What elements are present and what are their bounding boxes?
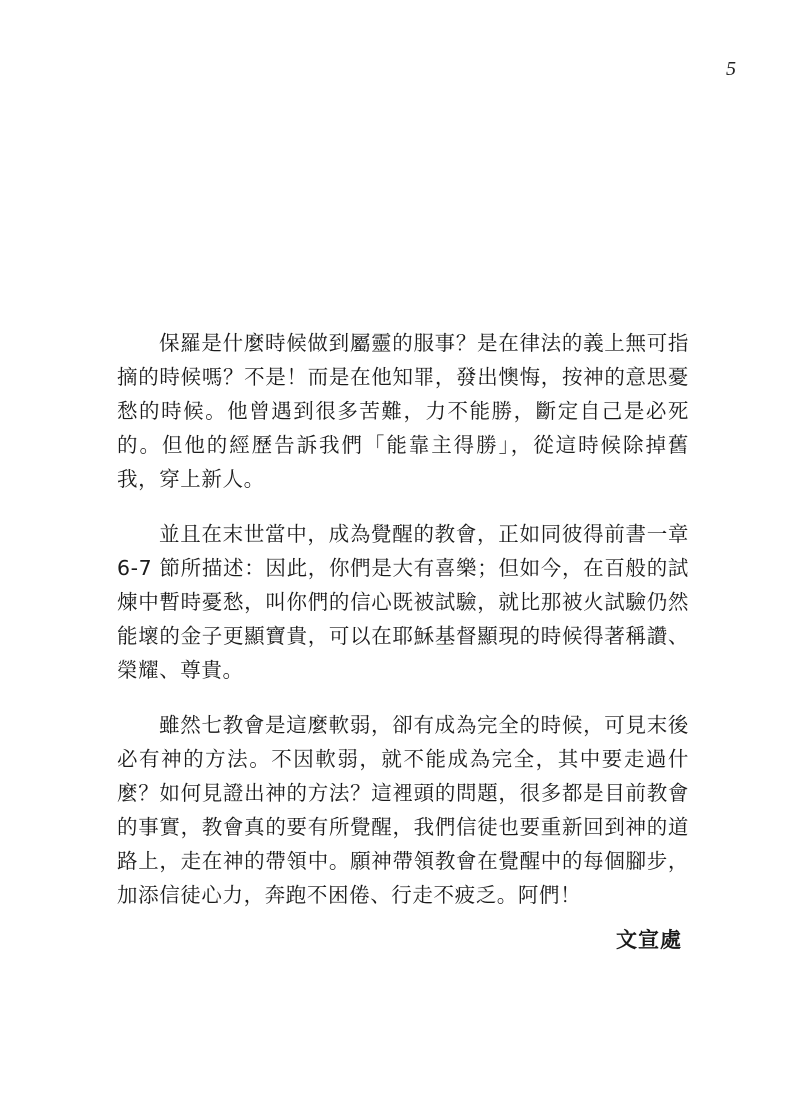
body-text — [117, 326, 689, 933]
signature: 文宣處 — [616, 928, 682, 952]
paragraph-2: 並且在末世當中，成為覺醒的教會，正如同彼得前書一章 6-7 節所描述：因此，你們是大有喜樂；但如今，在百般的試煉中暫時憂愁，叫你們的信心既被試驗，就比那被火試驗仍然能壞的金子更顯寶貴，可以在耶穌基督顯現的時候得著稱讚、榮耀、尊貴。 — [117, 522, 689, 682]
paragraph-1: 保羅是什麼時候做到屬靈的服事？是在律法的義上無可指摘的時候嗎？不是！而是在他知罪，發出懊悔，按神的意思憂愁的時候。他曾遇到很多苦難，力不能勝，斷定自己是必死的。但他的經歷告訴我們「能靠主得勝」，從這時候除掉舊我，穿上新人。 — [117, 331, 689, 491]
paragraph-3: 雖然七教會是這麼軟弱，卻有成為完全的時候，可見末後必有神的方法。不因軟弱，就不能成為完全，其中要走過什麼？如何見證出神的方法？這裡頭的問題，很多都是目前教會的事實，教會真的要有所覺醒，我們信徒也要重新回到神的道路上，走在神的帶領中。願神帶領教會在覺醒中的每個腳步，加添信徒心力，奔跑不困倦、行走不疲乏。阿們！ — [117, 713, 689, 907]
page-number: 5 — [726, 58, 736, 80]
